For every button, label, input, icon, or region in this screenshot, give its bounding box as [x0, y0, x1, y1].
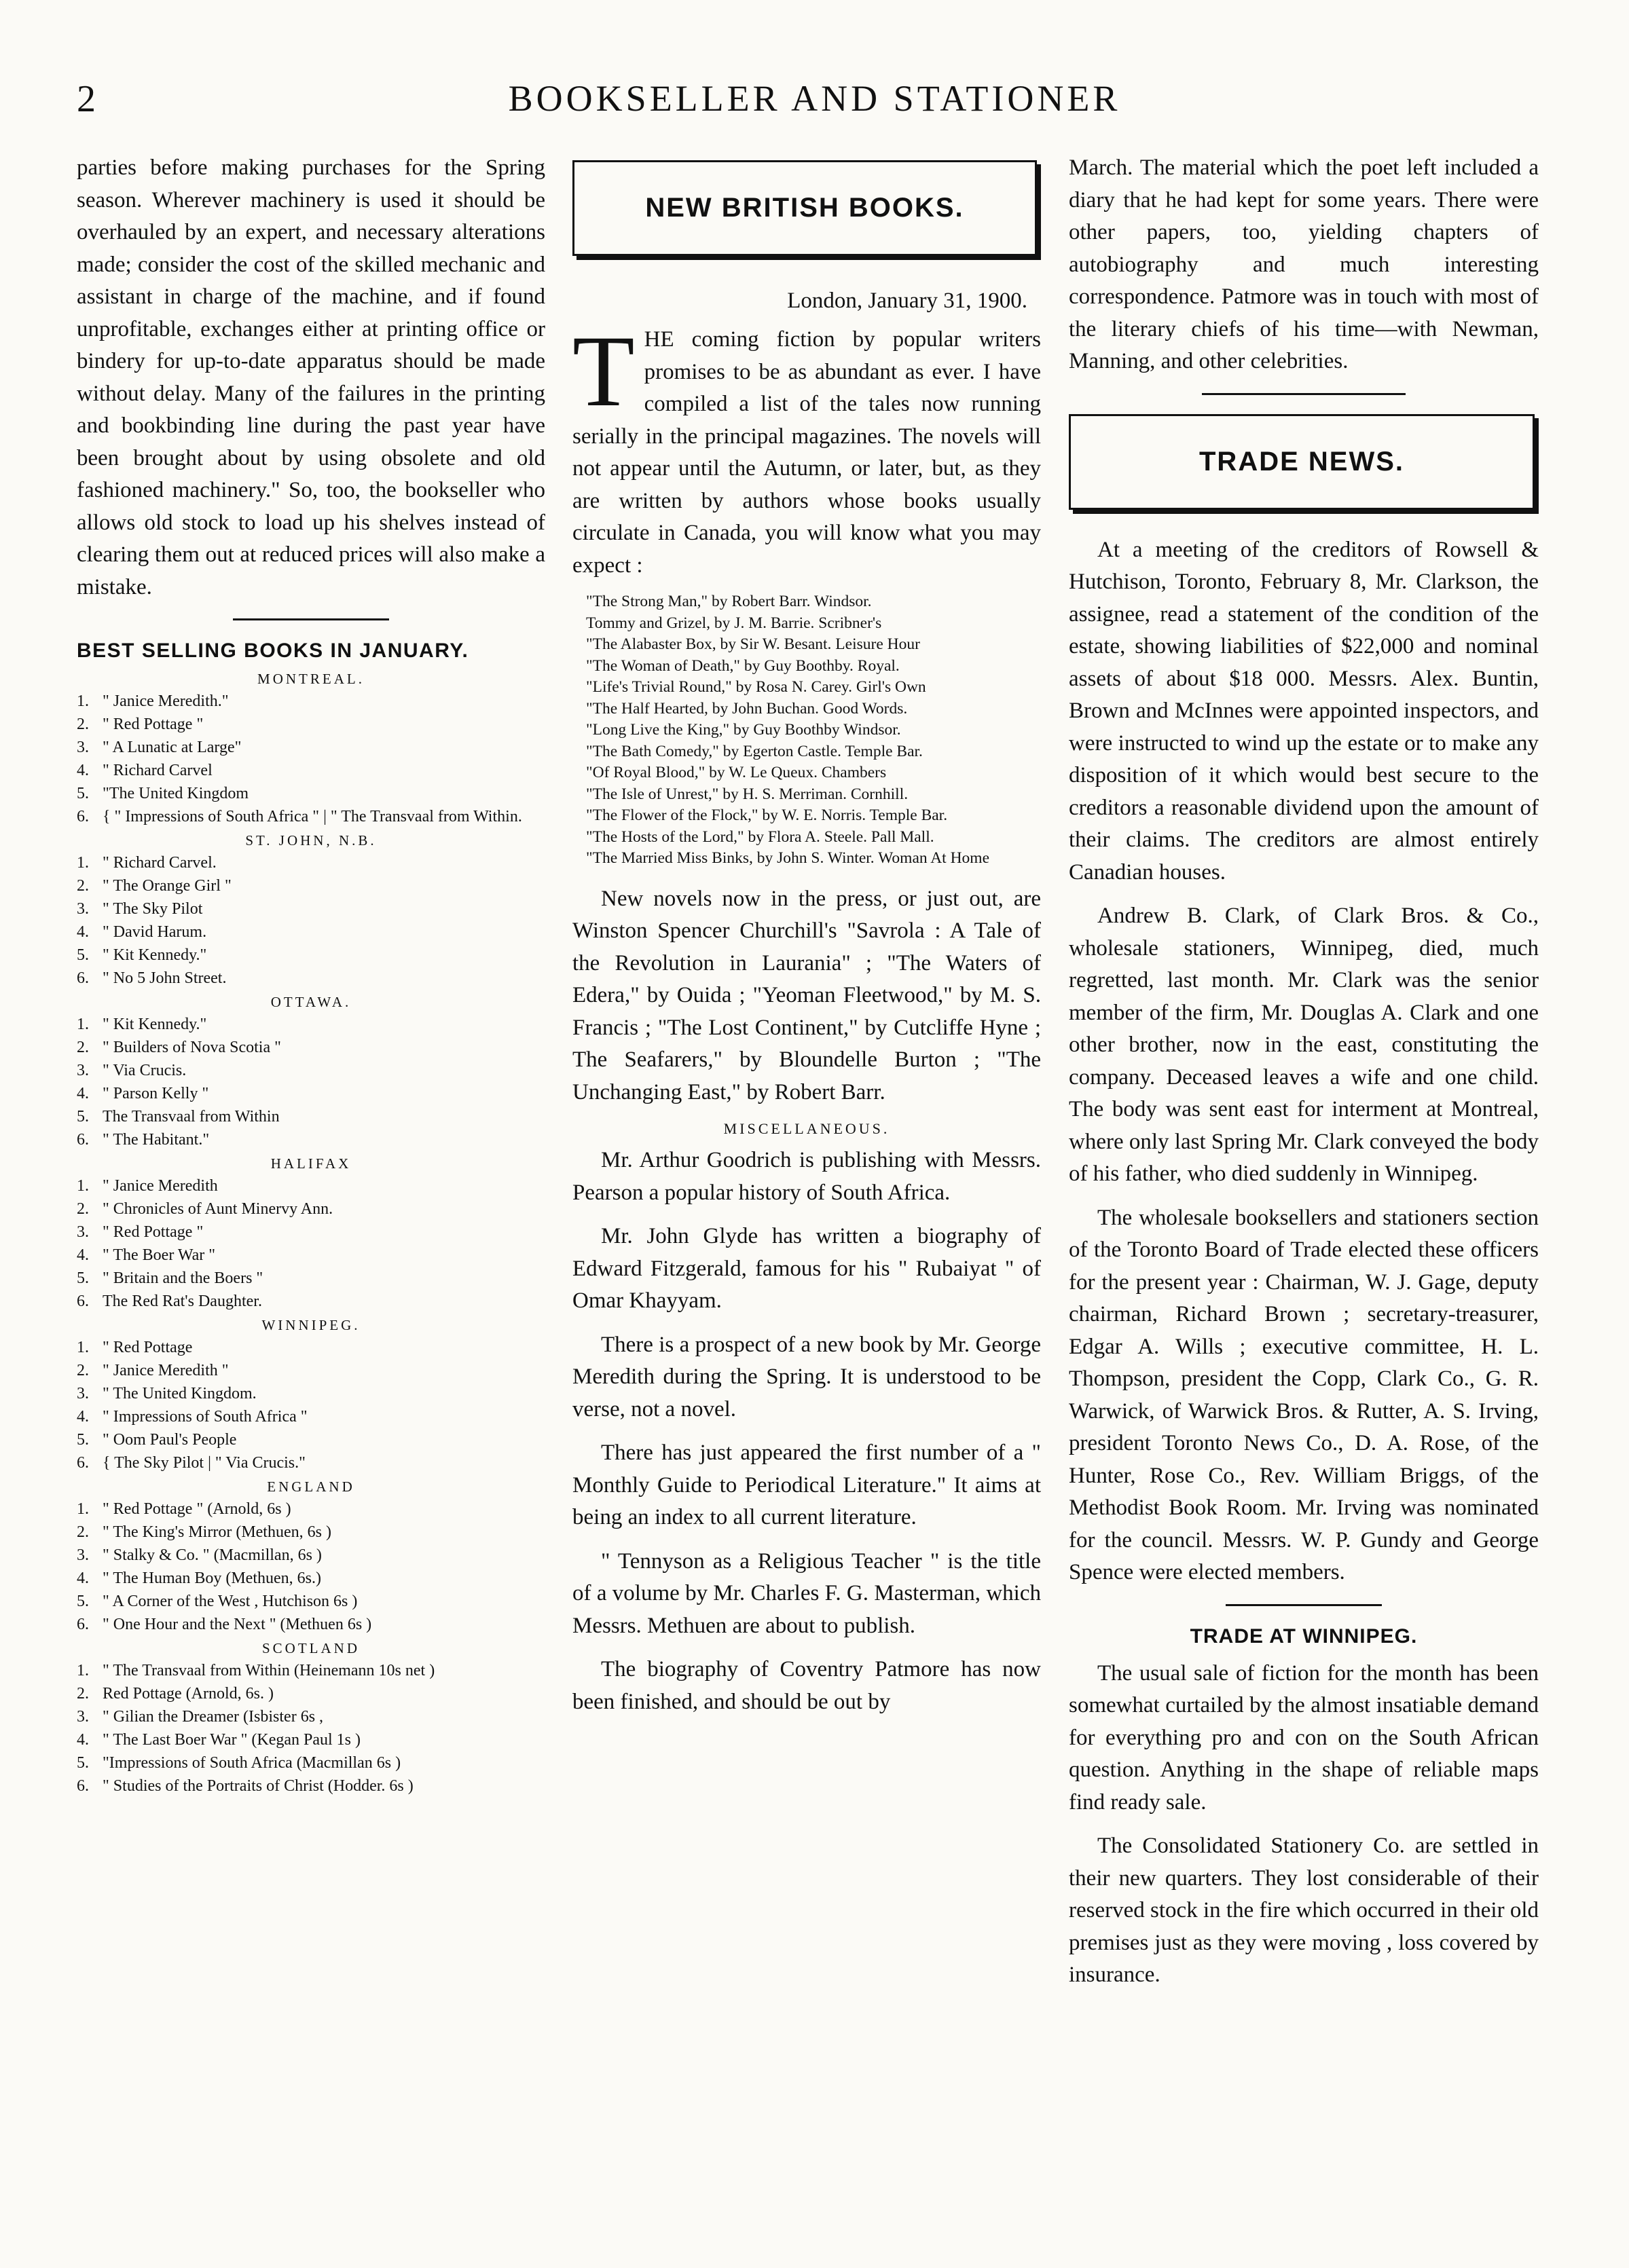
rank-number: 1.	[77, 1177, 89, 1195]
city-heading: WINNIPEG.	[261, 1317, 361, 1333]
list-item	[77, 690, 545, 713]
bestseller-list	[77, 851, 545, 990]
list-item	[77, 1498, 545, 1521]
rank-number: 1.	[77, 1016, 89, 1033]
serial-item: "The Flower of the Flock," by W. E. Norris. Temple Bar.	[586, 806, 948, 824]
book-title: { The Sky Pilot | " Via Crucis."	[103, 1454, 306, 1472]
list-item	[77, 944, 545, 967]
rank-number: 6.	[77, 1616, 89, 1633]
miscellaneous-heading: MISCELLANEOUS.	[723, 1120, 890, 1137]
book-title: " The King's Mirror (Methuen, 6s )	[103, 1523, 331, 1541]
bestseller-list	[77, 1013, 545, 1151]
rank-number: 2.	[77, 715, 89, 733]
list-item	[77, 1105, 545, 1128]
best-selling-lists	[77, 671, 545, 1798]
book-title: " A Corner of the West , Hutchison 6s )	[103, 1593, 358, 1610]
city-heading: SCOTLAND	[261, 1640, 360, 1656]
book-title: " Red Pottage	[103, 1339, 193, 1356]
rank-number: 5.	[77, 1593, 89, 1610]
trade-paragraph: Andrew B. Clark, of Clark Bros. & Co., wholesale stationers, Winnipeg, died, much regretted, last month. Mr. Clark was the senior member of the firm, Mr. Douglas A. Clark and one other brother, now in the east, constituting the company. Deceased leaves a wife and one child. The body was sent east for interment at Montreal, where only last Spring Mr. Clark conveyed the body of his father, who died suddenly in Winnipeg.	[1069, 904, 1539, 1186]
serial-item: "The Strong Man," by Robert Barr. Windsor.	[586, 593, 872, 610]
book-title: " Red Pottage "	[103, 715, 204, 733]
bestseller-list	[77, 1336, 545, 1474]
list-item	[77, 736, 545, 759]
section-divider	[1226, 1604, 1382, 1606]
city-heading: OTTAWA.	[270, 994, 352, 1010]
rank-number: 2.	[77, 1362, 89, 1379]
rank-number: 3.	[77, 739, 89, 756]
list-item	[77, 1705, 545, 1728]
list-item	[77, 1521, 545, 1544]
rank-number: 6.	[77, 969, 89, 987]
best-selling-heading: BEST SELLING BOOKS IN JANUARY.	[77, 639, 469, 662]
book-title: " A Lunatic at Large"	[103, 739, 242, 756]
book-title: " Oom Paul's People	[103, 1431, 237, 1449]
rank-number: 5.	[77, 785, 89, 802]
book-title: " Richard Carvel.	[103, 854, 217, 872]
book-title: " One Hour and the Next " (Methuen 6s )	[103, 1616, 372, 1633]
book-title: " Chronicles of Aunt Minervy Ann.	[103, 1200, 333, 1218]
misc-paragraph: Mr. Arthur Goodrich is publishing with Messrs. Pearson a popular history of South Africa.	[572, 1148, 1041, 1205]
rank-number: 6.	[77, 1293, 89, 1310]
city-heading: HALIFAX	[270, 1155, 352, 1172]
list-item	[77, 874, 545, 897]
book-title: " The Sky Pilot	[103, 900, 203, 918]
rank-number: 4.	[77, 1246, 89, 1264]
serial-item: "Of Royal Blood," by W. Le Queux. Chambers	[586, 764, 887, 781]
list-item	[77, 1682, 545, 1705]
book-title: " The Last Boer War " (Kegan Paul 1s )	[103, 1731, 361, 1749]
book-title: " Studies of the Portraits of Christ (Hodder. 6s )	[103, 1777, 414, 1795]
book-title: " The Transvaal from Within (Heinemann 10s net )	[103, 1662, 435, 1679]
book-title: " Kit Kennedy."	[103, 1016, 207, 1033]
list-item	[77, 1082, 545, 1105]
book-title: The Transvaal from Within	[103, 1108, 280, 1126]
winnipeg-paragraph: The Consolidated Stationery Co. are settled in their new quarters. They lost considerable of their reserved stock in the fire which occurred in their old premises just as they were moving , loss covered by insurance.	[1069, 1834, 1539, 1987]
bestseller-list	[77, 1498, 545, 1636]
list-item	[77, 1013, 545, 1036]
rank-number: 4.	[77, 762, 89, 779]
serial-item: "The Married Miss Binks, by John S. Winter. Woman At Home	[586, 849, 990, 867]
book-title: The Red Rat's Daughter.	[103, 1293, 262, 1310]
list-item	[77, 1590, 545, 1613]
rank-number: 4.	[77, 923, 89, 941]
left-column	[77, 152, 545, 1798]
book-title: " Janice Meredith."	[103, 692, 229, 710]
rank-number: 6.	[77, 1454, 89, 1472]
book-title: " The Orange Girl "	[103, 877, 232, 895]
book-title: " Gilian the Dreamer (Isbister 6s ,	[103, 1708, 324, 1726]
list-item	[77, 1659, 545, 1682]
list-item	[77, 851, 545, 874]
dateline: London, January 31, 1900.	[787, 289, 1027, 313]
rank-number: 4.	[77, 1731, 89, 1749]
book-title: " No 5 John Street.	[103, 969, 227, 987]
page-number: 2	[77, 78, 96, 120]
new-novels-paragraph: New novels now in the press, or just out, are Winston Spencer Churchill's "Savrola : A Tale of the Revolution in Laurania" ; "The Waters of Edera," by Ouida ; "Yeoman Fleetwood," by M. S. Francis ; "The Lost Continent," by Cutcliffe Hyne ; The Seafarers," by Bloundelle Burton ; "The Unchanging East," by Robert Barr.	[572, 886, 1041, 1104]
rank-number: 3.	[77, 1223, 89, 1241]
middle-column	[572, 152, 1041, 1730]
book-title: " Builders of Nova Scotia "	[103, 1039, 281, 1056]
list-item	[77, 1290, 545, 1313]
rank-number: 2.	[77, 1523, 89, 1541]
book-title: "The United Kingdom	[103, 785, 249, 802]
rank-number: 5.	[77, 946, 89, 964]
list-item	[77, 1359, 545, 1382]
trade-news-paragraphs	[1069, 534, 1539, 1589]
serial-item: Tommy and Grizel, by J. M. Barrie. Scribner's	[586, 614, 882, 632]
serial-item: "The Hosts of the Lord," by Flora A. Steele. Pall Mall.	[586, 828, 934, 846]
rank-number: 5.	[77, 1108, 89, 1126]
list-item	[77, 1567, 545, 1590]
book-title: " David Harum.	[103, 923, 207, 941]
book-title: " The Human Boy (Methuen, 6s.)	[103, 1569, 321, 1587]
bestseller-list	[77, 1174, 545, 1313]
rank-number: 5.	[77, 1269, 89, 1287]
book-title: " The United Kingdom.	[103, 1385, 257, 1402]
trade-at-winnipeg-heading: TRADE AT WINNIPEG.	[1190, 1624, 1418, 1648]
list-item	[77, 1544, 545, 1567]
left-intro-paragraph: parties before making purchases for the Spring season. Wherever machinery is used it should be overhauled by an expert, and necessary alterations made; consider the cost of the skilled mechanic and assistant in charge of the machine, and if found unprofitable, exchanges either at printing office or bindery for up-to-date apparatus should be made without delay. Many of the failures in the printing and bookbinding line during the past year have been brought about by using obsolete and old fashioned machinery." So, too, the bookseller who allows old stock to load up his shelves instead of clearing them out at reduced prices will also make a mistake.	[77, 155, 545, 599]
misc-paragraph: The biography of Coventry Patmore has now been finished, and should be out by	[572, 1657, 1041, 1714]
misc-paragraph: There has just appeared the first number of a " Monthly Guide to Periodical Literature." It aims at being an index to all current literature.	[572, 1440, 1041, 1529]
miscellaneous-paragraphs	[572, 1145, 1041, 1718]
bestseller-list	[77, 1659, 545, 1798]
running-head-title: BOOKSELLER AND STATIONER	[508, 78, 1121, 119]
city-heading: MONTREAL.	[257, 671, 365, 687]
rank-number: 5.	[77, 1754, 89, 1772]
rank-number: 2.	[77, 1200, 89, 1218]
serial-item: "The Alabaster Box, by Sir W. Besant. Leisure Hour	[586, 635, 920, 653]
serial-fiction-list	[572, 591, 1041, 870]
bestseller-list	[77, 690, 545, 828]
drop-cap: T	[572, 315, 635, 428]
list-item	[77, 1728, 545, 1751]
list-item	[77, 805, 545, 828]
list-item	[77, 1244, 545, 1267]
list-item	[77, 1128, 545, 1151]
book-title: "Impressions of South Africa (Macmillan 6s )	[103, 1754, 401, 1772]
book-title: { " Impressions of South Africa " | " The Transvaal from Within.	[103, 808, 522, 825]
book-title: " Via Crucis.	[103, 1062, 187, 1079]
serial-item: "The Half Hearted, by John Buchan. Good Words.	[586, 699, 908, 718]
book-title: Red Pottage (Arnold, 6s. )	[103, 1685, 274, 1703]
list-item	[77, 1197, 545, 1221]
rank-number: 3.	[77, 1708, 89, 1726]
rank-number: 6.	[77, 808, 89, 825]
list-item	[77, 1336, 545, 1359]
misc-paragraph: " Tennyson as a Religious Teacher " is the title of a volume by Mr. Charles F. G. Masterman, which Messrs. Methuen are about to publish.	[572, 1548, 1041, 1638]
lead-article	[572, 315, 1041, 582]
list-item	[77, 1428, 545, 1451]
serial-item: "The Isle of Unrest," by H. S. Merriman. Cornhill.	[586, 785, 909, 803]
list-item	[77, 759, 545, 782]
book-title: " The Habitant."	[103, 1131, 210, 1149]
book-title: " Red Pottage " (Arnold, 6s )	[103, 1500, 291, 1518]
new-british-books-box	[572, 160, 1037, 256]
list-item	[77, 921, 545, 944]
book-title: " Impressions of South Africa "	[103, 1408, 308, 1426]
trade-paragraph: At a meeting of the creditors of Rowsell & Hutchison, Toronto, February 8, Mr. Clarkson, the assignee, read a statement of the condition of the estate, showing liabilities of $22,000 and nominal assets of about $18 000. Messrs. Alex. Buntin, Brown and McInnes were appointed inspectors, and were instructed to wind up the estate or to make any disposition of it which would best secure to the creditors a reasonable dividend upon the amount of their claims. The creditors are almost entirely Canadian houses.	[1069, 537, 1539, 885]
book-title: " Red Pottage "	[103, 1223, 204, 1241]
rank-number: 1.	[77, 1339, 89, 1356]
rank-number: 1.	[77, 854, 89, 872]
misc-paragraph: There is a prospect of a new book by Mr. George Meredith during the Spring. It is understood to be verse, not a novel.	[572, 1332, 1041, 1421]
book-title: " Janice Meredith	[103, 1177, 218, 1195]
serial-item: "Life's Trivial Round," by Rosa N. Carey. Girl's Own	[586, 678, 926, 696]
serial-item: "The Bath Comedy," by Egerton Castle. Temple Bar.	[586, 742, 923, 760]
list-item	[77, 782, 545, 805]
serial-item: "The Woman of Death," by Guy Boothby. Royal.	[586, 656, 900, 675]
list-item	[77, 713, 545, 736]
book-title: " Parson Kelly "	[103, 1085, 209, 1102]
rank-number: 1.	[77, 692, 89, 710]
list-item	[77, 1382, 545, 1405]
rank-number: 2.	[77, 877, 89, 895]
book-title: " Kit Kennedy."	[103, 946, 207, 964]
rank-number: 3.	[77, 900, 89, 918]
list-item	[77, 1059, 545, 1082]
rank-number: 6.	[77, 1777, 89, 1795]
list-item	[77, 1405, 545, 1428]
book-title: " Richard Carvel	[103, 762, 213, 779]
rank-number: 3.	[77, 1546, 89, 1564]
right-column	[1069, 152, 1539, 2003]
city-heading: ENGLAND	[267, 1479, 355, 1495]
rank-number: 2.	[77, 1039, 89, 1056]
book-title: " The Boer War "	[103, 1246, 216, 1264]
list-item	[77, 1174, 545, 1197]
trade-paragraph: The wholesale booksellers and stationers section of the Toronto Board of Trade elected these officers for the present year : Chairman, W. J. Gage, deputy chairman, Richard Brown ; secretary-treasurer, Edgar A. Wills ; executive committee, H. L. Thompson, president the Copp, Clark Co., G. R. Warwick, of Warwick Bros. & Rutter, A. S. Irving, president Toronto News Co., D. A. Rose, of the Hunter, Rose Co., Rev. William Briggs, of the Methodist Book Room. Mr. Irving was nominated for the council. Messrs. W. P. Gundy and George Spence were elected members.	[1069, 1205, 1539, 1584]
section-divider	[233, 618, 389, 620]
rank-number: 1.	[77, 1662, 89, 1679]
rank-number: 1.	[77, 1500, 89, 1518]
list-item	[77, 1613, 545, 1636]
rank-number: 6.	[77, 1131, 89, 1149]
rank-number: 5.	[77, 1431, 89, 1449]
patmore-continuation: March. The material which the poet left included a diary that he had kept for some years. There were other papers, too, yielding chapters of autobiography and much interesting correspondence. Patmore was in touch with most of the literary chiefs of his time—with Newman, Manning, and other celebrities.	[1069, 155, 1539, 373]
serial-item: "Long Live the King," by Guy Boothby Windsor.	[586, 721, 901, 739]
section-divider	[1202, 393, 1406, 395]
lead-paragraph: HE coming fiction by popular writers promises to be as abundant as ever. I have compiled a list of the tales now running serially in the principal magazines. The novels will not appear until the Autumn, or later, but, as they are written by authors whose books usually circulate in Canada, you will know what you may expect :	[572, 327, 1041, 578]
trade-news-title: TRADE NEWS.	[1199, 446, 1404, 477]
list-item	[77, 1267, 545, 1290]
rank-number: 2.	[77, 1685, 89, 1703]
rank-number: 4.	[77, 1085, 89, 1102]
rank-number: 3.	[77, 1385, 89, 1402]
book-title: " Janice Meredith "	[103, 1362, 229, 1379]
winnipeg-paragraph: The usual sale of fiction for the month has been somewhat curtailed by the almost insatiable demand for everything pro and con on the South African question. Anything in the shape of reliable maps find ready sale.	[1069, 1660, 1539, 1815]
list-item	[77, 1036, 545, 1059]
list-item	[77, 897, 545, 921]
trade-at-winnipeg-paragraphs	[1069, 1658, 1539, 1992]
rank-number: 4.	[77, 1569, 89, 1587]
list-item	[77, 1774, 545, 1798]
city-heading: ST. JOHN, N.B.	[245, 832, 377, 849]
rank-number: 3.	[77, 1062, 89, 1079]
book-title: " Britain and the Boers "	[103, 1269, 263, 1287]
new-british-books-title: NEW BRITISH BOOKS.	[645, 193, 964, 223]
list-item	[77, 967, 545, 990]
list-item	[77, 1751, 545, 1774]
list-item	[77, 1451, 545, 1474]
trade-news-box	[1069, 414, 1535, 510]
list-item	[77, 1221, 545, 1244]
rank-number: 4.	[77, 1408, 89, 1426]
book-title: " Stalky & Co. " (Macmillan, 6s )	[103, 1546, 322, 1564]
misc-paragraph: Mr. John Glyde has written a biography of Edward Fitzgerald, famous for his " Rubaiyat " of Omar Khayyam.	[572, 1224, 1041, 1313]
